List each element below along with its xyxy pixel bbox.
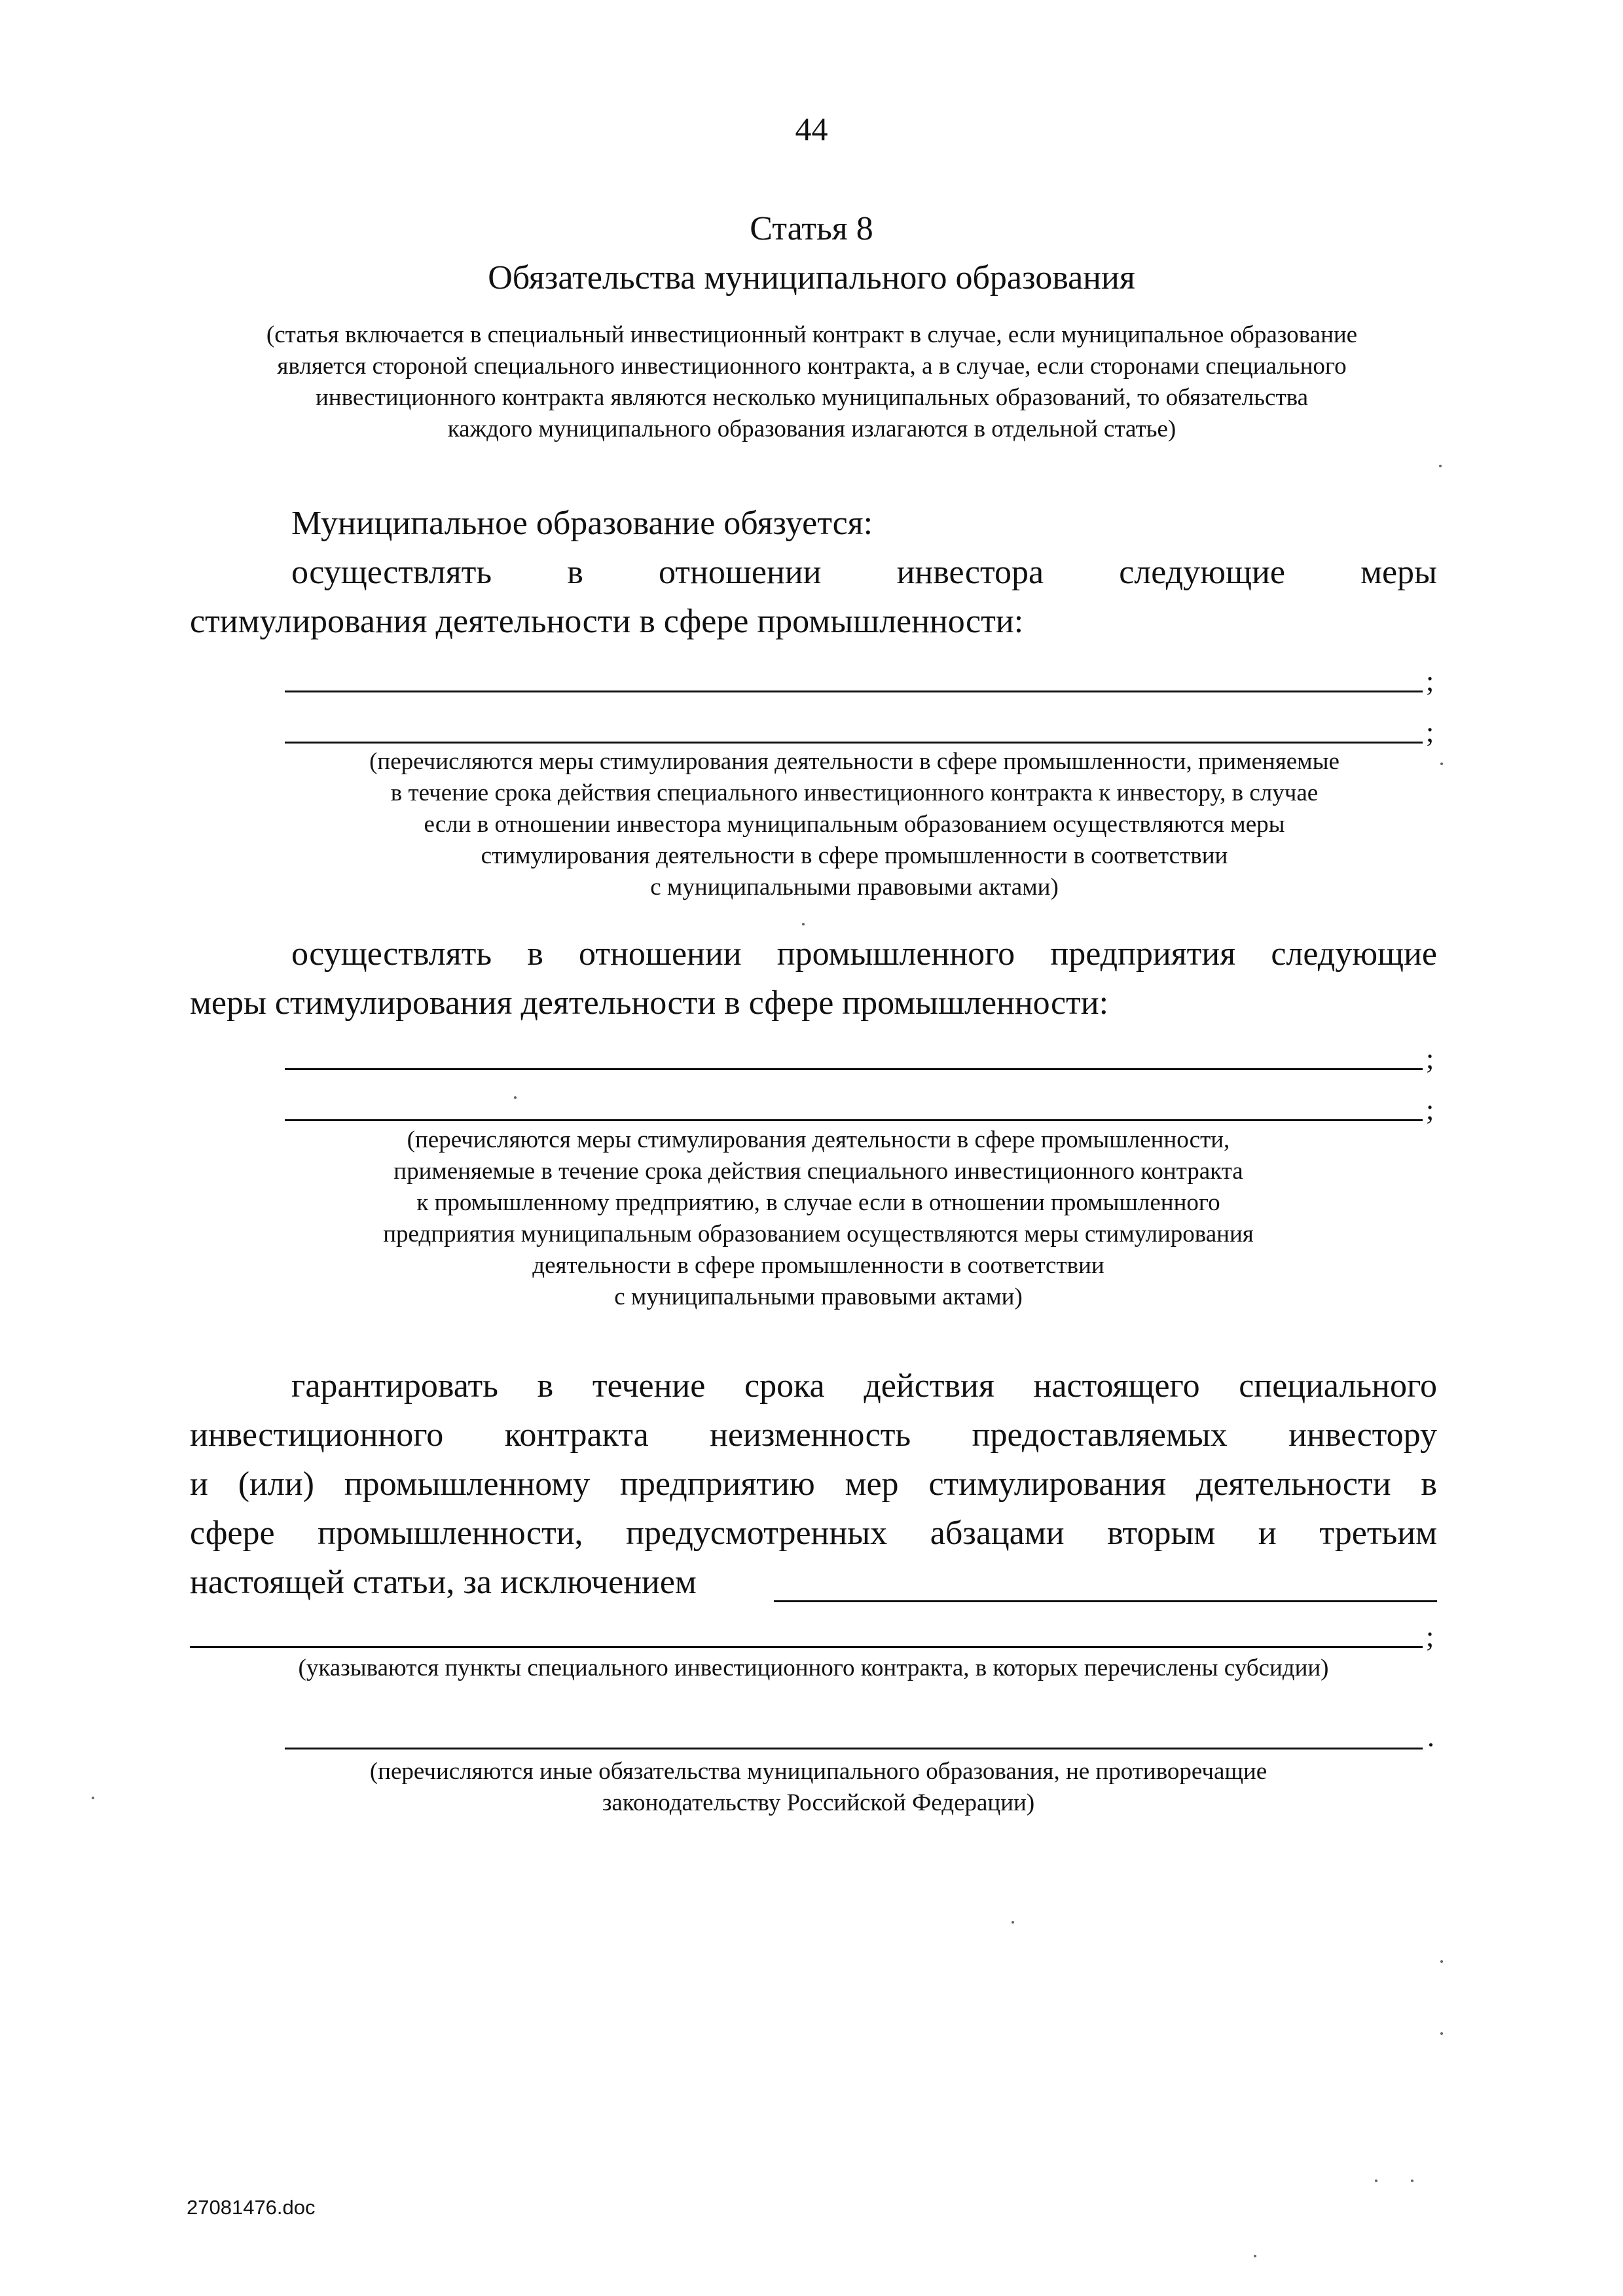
section3-line: инвестиционного контракта неизменность предоставляемых инвестору [190, 1416, 1437, 1454]
section3-line: сфере промышленности, предусмотренных абзацами вторым и третьим [190, 1515, 1437, 1552]
blank-line [285, 1068, 1423, 1070]
blank-line [774, 1600, 1437, 1602]
scan-speck [1439, 465, 1442, 467]
scan-speck [92, 1797, 94, 1799]
scan-speck [1411, 2179, 1413, 2182]
page-number: 44 [795, 111, 828, 147]
section1-line2: стимулирования деятельности в сфере промышленности: [190, 603, 1024, 640]
line-terminator: ; [1426, 1043, 1434, 1075]
note-line: каждого муниципального образования излагаются в отдельной статье) [447, 416, 1176, 442]
section1-line1: осуществлять в отношении инвестора следующие меры [291, 554, 1437, 591]
article-subtitle: Обязательства муниципального образования [488, 259, 1135, 296]
section2-line1: осуществлять в отношении промышленного предприятия следующие [291, 935, 1437, 973]
scan-speck [1012, 1921, 1014, 1924]
note-line: (перечисляются иные обязательства муниципального образования, не противоречащие [369, 1758, 1267, 1785]
note-line: если в отношении инвестора муниципальным образованием осуществляются меры [424, 811, 1285, 838]
note-line: предприятия муниципальным образованием осуществляются меры стимулирования [383, 1221, 1254, 1247]
obligation-intro: Муниципальное образование обязуется: [291, 505, 873, 542]
article-note [183, 319, 1440, 445]
section2-note [262, 1124, 1375, 1313]
line-terminator: ; [1426, 665, 1434, 697]
section3-line: и (или) промышленному предприятию мер стимулирования деятельности в [190, 1465, 1437, 1503]
section4-note [262, 1756, 1375, 1819]
scan-speck [1254, 2255, 1256, 2257]
blank-line [285, 691, 1423, 692]
article-title: Статья 8 [750, 210, 873, 247]
blank-line [285, 1748, 1423, 1749]
note-line: инвестиционного контракта являются несколько муниципальных образований, то обязательства [315, 384, 1309, 411]
blank-line [190, 1646, 1423, 1648]
note-line: к промышленному предприятию, в случае если в отношении промышленного [416, 1189, 1220, 1216]
note-line: (статья включается в специальный инвестиционный контракт в случае, если муниципальное образование [266, 321, 1358, 348]
note-line: является стороной специального инвестиционного контракта, а в случае, если сторонами специального [277, 353, 1347, 380]
note-line: применяемые в течение срока действия специального инвестиционного контракта [393, 1158, 1243, 1185]
scan-speck [1440, 762, 1443, 765]
note-line: в течение срока действия специального инвестиционного контракта к инвестору, в случае [390, 780, 1319, 806]
line-terminator: ; [1426, 1094, 1434, 1126]
scan-speck [1375, 2179, 1377, 2182]
scan-speck [1440, 2032, 1443, 2035]
footer-filename: 27081476.doc [187, 2196, 316, 2219]
scan-speck [802, 923, 805, 925]
section3-last-line: настоящей статьи, за исключением [190, 1564, 697, 1601]
note-line: (перечисляются меры стимулирования деятельности в сфере промышленности, применяемые [369, 748, 1340, 775]
line-terminator: . [1427, 1721, 1434, 1753]
line-terminator: ; [1426, 1621, 1434, 1653]
note-line: с муниципальными правовыми актами) [650, 874, 1059, 901]
scan-speck [1440, 1960, 1443, 1963]
section2-line2: меры стимулирования деятельности в сфере промышленности: [190, 984, 1109, 1022]
blank-line [285, 1119, 1423, 1121]
section3-line: гарантировать в течение срока действия настоящего специального [291, 1367, 1437, 1405]
section1-note [262, 746, 1447, 903]
scan-speck [514, 1096, 517, 1099]
line-terminator: ; [1426, 716, 1434, 748]
note-line: законодательству Российской Федерации) [602, 1789, 1035, 1816]
note-line: с муниципальными правовыми актами) [614, 1283, 1023, 1310]
note-line: стимулирования деятельности в сфере промышленности в соответствии [481, 842, 1228, 869]
note-line: (перечисляются меры стимулирования деятельности в сфере промышленности, [407, 1126, 1230, 1153]
section3-note: (указываются пункты специального инвестиционного контракта, в которых перечислены субсидии) [298, 1655, 1329, 1681]
blank-line [285, 742, 1423, 744]
note-line: деятельности в сфере промышленности в соответствии [532, 1252, 1104, 1279]
